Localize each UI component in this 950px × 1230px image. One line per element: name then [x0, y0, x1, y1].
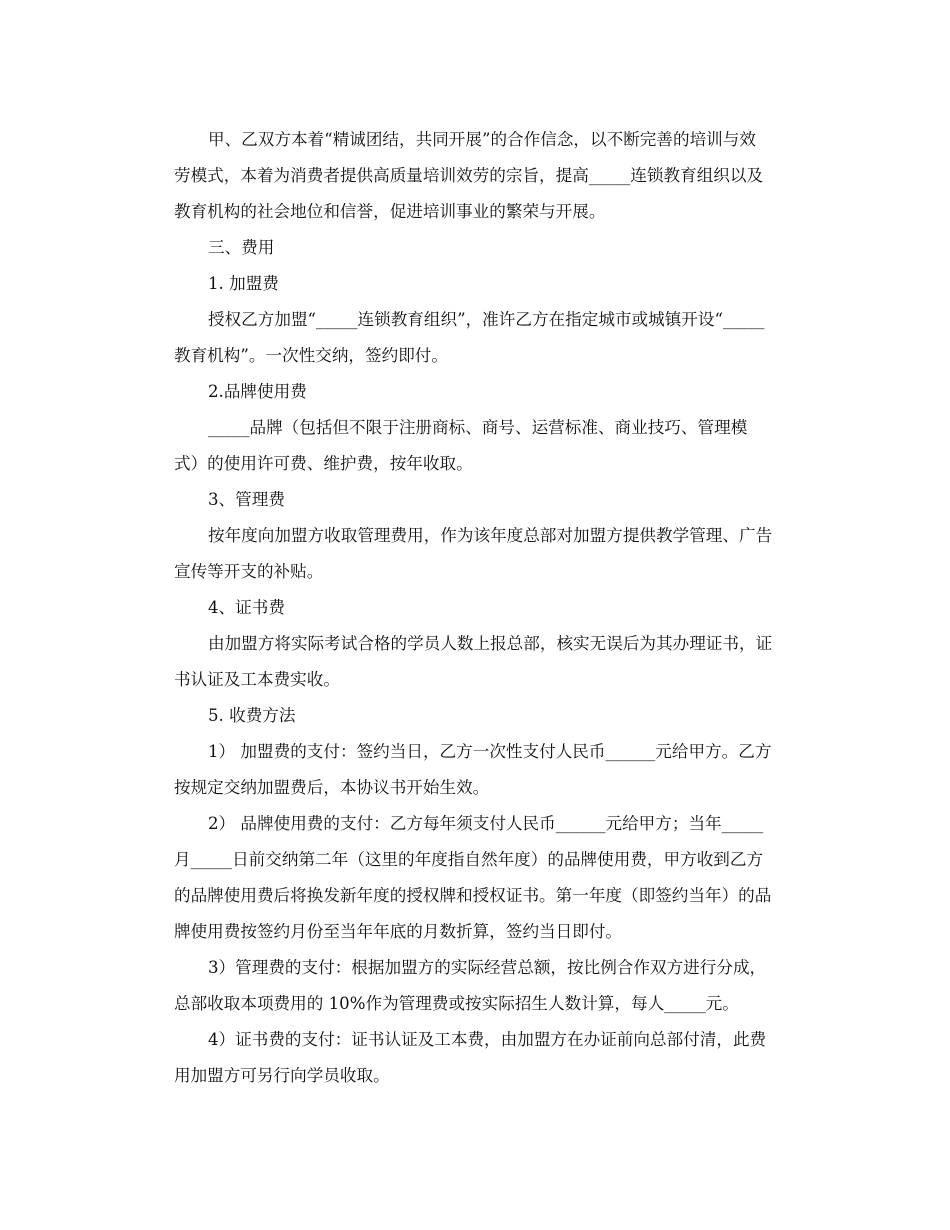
document-page: [140, 122, 812, 1094]
text-line: 月_____日前交纳第二年（这里的年度指自然年度）的品牌使用费，甲方收到乙方: [174, 850, 764, 869]
paragraph-payment-4: [140, 1022, 812, 1094]
heading-text: 4、证书费: [208, 598, 285, 617]
subheading-brand-fee: [140, 374, 812, 410]
text-line: _____品牌（包括但不限于注册商标、商号、运营标准、商业技巧、管理模: [208, 418, 748, 437]
text-line: 书认证及工本费实收。: [174, 670, 340, 689]
text-line: 宣传等开支的补贴。: [174, 562, 324, 581]
paragraph-payment-1: [140, 734, 812, 806]
text-line: 总部收取本项费用的 10%作为管理费或按实际招生人数计算，每人_____元。: [174, 994, 739, 1013]
text-line: 按年度向加盟方收取管理费用，作为该年度总部对加盟方提供教学管理、广告: [208, 526, 773, 545]
text-line: 授权乙方加盟“_____连锁教育组织”，准许乙方在指定城市或城镇开设“_____: [208, 310, 765, 329]
paragraph-payment-2: [140, 806, 812, 950]
text-line: 用加盟方可另行向学员收取。: [174, 1066, 390, 1085]
text-line: 劳模式，本着为消费者提供高质量培训效劳的宗旨，提高_____连锁教育组织以及: [174, 166, 764, 185]
text-line: 的品牌使用费后将换发新年度的授权牌和授权证书。第一年度（即签约当年）的品: [174, 886, 772, 905]
heading-text: 1. 加盟费: [208, 274, 279, 293]
subheading-management-fee: [140, 482, 812, 518]
text-line: 教育机构”。一次性交纳，签约即付。: [174, 346, 448, 365]
paragraph-payment-3: [140, 950, 812, 1022]
heading-text: 三、费用: [208, 238, 275, 257]
paragraph-intro: [140, 122, 812, 230]
heading-text: 2.品牌使用费: [208, 382, 307, 401]
text-line: 4）证书费的支付：证书认证及工本费，由加盟方在办证前向总部付清，此费: [208, 1030, 767, 1049]
paragraph-certificate-fee: [140, 626, 812, 698]
text-line: 式）的使用许可费、维护费，按年收取。: [174, 454, 473, 473]
text-line: 按规定交纳加盟费后，本协议书开始生效。: [174, 778, 490, 797]
heading-text: 5. 收费方法: [208, 706, 296, 725]
text-line: 由加盟方将实际考试合格的学员人数上报总部，核实无误后为其办理证书，证: [208, 634, 773, 653]
section-heading-fees: [140, 230, 812, 266]
text-line: 1） 加盟费的支付：签约当日，乙方一次性支付人民币______元给甲方。乙方: [208, 742, 772, 761]
subheading-certificate-fee: [140, 590, 812, 626]
text-line: 3）管理费的支付：根据加盟方的实际经营总额，按比例合作双方进行分成，: [208, 958, 767, 977]
text-line: 2） 品牌使用费的支付：乙方每年须支付人民币______元给甲方；当年_____: [208, 814, 764, 833]
paragraph-management-fee: [140, 518, 812, 590]
paragraph-franchise-fee: [140, 302, 812, 374]
text-line: 甲、乙双方本着“精诚团结，共同开展”的合作信念，以不断完善的培训与效: [208, 130, 756, 149]
subheading-payment-method: [140, 698, 812, 734]
paragraph-brand-fee: [140, 410, 812, 482]
heading-text: 3、管理费: [208, 490, 285, 509]
text-line: 牌使用费按签约月份至当年年底的月数折算，签约当日即付。: [174, 922, 623, 941]
text-line: 教育机构的社会地位和信誉，促进培训事业的繁荣与开展。: [174, 202, 606, 221]
subheading-franchise-fee: [140, 266, 812, 302]
